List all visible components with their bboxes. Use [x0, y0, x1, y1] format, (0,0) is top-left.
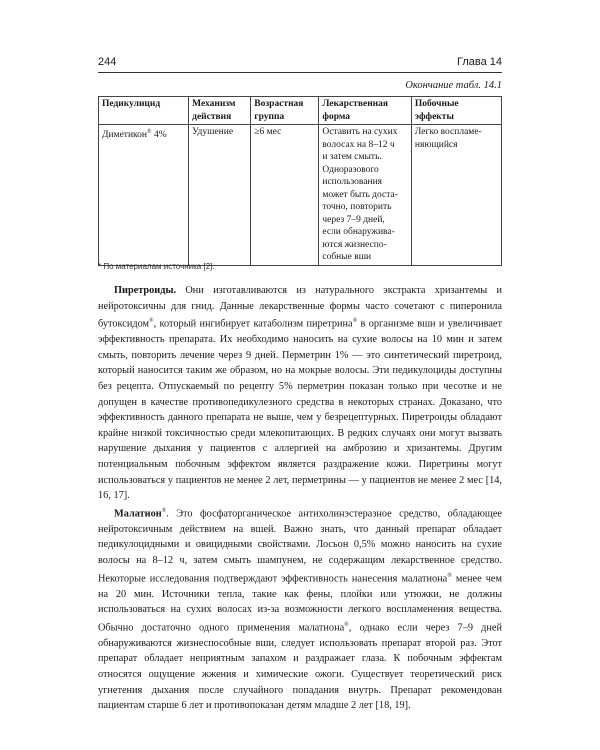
table-caption: Окончание табл. 14.1	[405, 80, 502, 91]
term-pyrethroids: Пиретроиды.	[114, 285, 177, 296]
cell-dosage-form: Оставить на сухих волосах на 8–12 ч и затем смыть. Одноразового использования может быть доста- точно, повторить через 7–9 дней, если обнаружива- ются жизнеспо- собные вши	[319, 125, 412, 266]
body-text	[98, 283, 502, 714]
pediculicide-table	[98, 96, 502, 266]
table-header-row	[99, 97, 502, 125]
cell-mechanism: Удушение	[189, 125, 251, 266]
chapter-title: Глава 14	[456, 56, 502, 68]
paragraph-malathion: Малатион®. Это фосфаторганическое антихолинэстеразное средство, обладающее нейротоксичным действием на вшей. Важно знать, что данный препарат обладает педикулоцидными и овицидными свойствами. Лосьон 0,5% можно наносить на сухие волосы на 8–12 ч, затем смыть шампунем, не содержащим лекарственное средство. Некоторые исследования подтверждают эффективность нанесения малатиона® менее чем на 20 мин. Источники тепла, такие как фены, плойки или утюжки, не должны использоваться на сухих волосах из-за возможности легкого воспламенения вещества. Обычно достаточно одного применения малатиона®, однако если через 7–9 дней обнаруживаются жизнеспособные вши, следует использовать препарат второй раз. Этот препарат обладает неприятным запахом и раздражает глаза. К побочным эффектам относятся ощущение жжения и химические ожоги. Существует теоретический риск угнетения дыхания после случайного попадания внутрь. Препарат рекомендован пациентам старше 6 лет и противопоказан детям младше 2 лет [18, 19].	[98, 507, 503, 712]
page-number: 244	[98, 56, 117, 68]
table-row	[99, 125, 502, 266]
cell-age: ≥6 мес	[251, 125, 319, 266]
paragraph-pyrethroids: Пиретроиды. Они изготавливаются из натурального экстракта хризантемы и нейротоксичны для гнид. Данные лекарственные формы часто сочетают с пиперонила бутоксидом®, который ингибирует катаболизм пиретрина® в организме вши и увеличивает эффективность препарата. Их необходимо наносить на сухие волосы на 10 мин и затем смыть, повторить лечение через 9 дней. Перметрин 1% — это синтетический пиретроид, который наносится таким же образом, но на мокрые волосы. Эти педикулоциды доступны без рецепта. Отпускаемый по рецепту 5% перметрин показан только при чесотке и не допущен в качестве противопедикулезного средства в некоторых странах. Доказано, что эффективность данного препарата не выше, чем у безрецептурных. Пиретроиды обладают крайне низкой токсичностью среди млекопитающих. В редких случаях они могут вызвать нарушение дыхания у пациентов с аллергией на амброзию и хризантемы. Другим потенциальным побочным эффектом является раздражение кожи. Пиретрины могут использоваться у пациентов не менее 2 лет, перметрины — у пациентов не менее 2 мес [14, 16, 17].	[98, 285, 503, 502]
col-header-pediculicide: Педикулицид	[99, 97, 189, 125]
col-header-mechanism: Механизм действия	[189, 97, 251, 125]
cell-drug: Диметикон® 4%	[99, 125, 189, 266]
col-header-side-effects: Побочные эффекты	[411, 97, 501, 125]
col-header-dosage-form: Лекарственная форма	[319, 97, 412, 125]
header-rule	[98, 72, 502, 73]
col-header-age-group: Возрастная группа	[251, 97, 319, 125]
running-header	[98, 56, 502, 68]
table-footnote: * По материалам источника [2].	[98, 262, 215, 271]
term-malathion: Малатион	[114, 508, 162, 520]
cell-side-effects: Легко воспламе- няющийся	[411, 125, 501, 266]
